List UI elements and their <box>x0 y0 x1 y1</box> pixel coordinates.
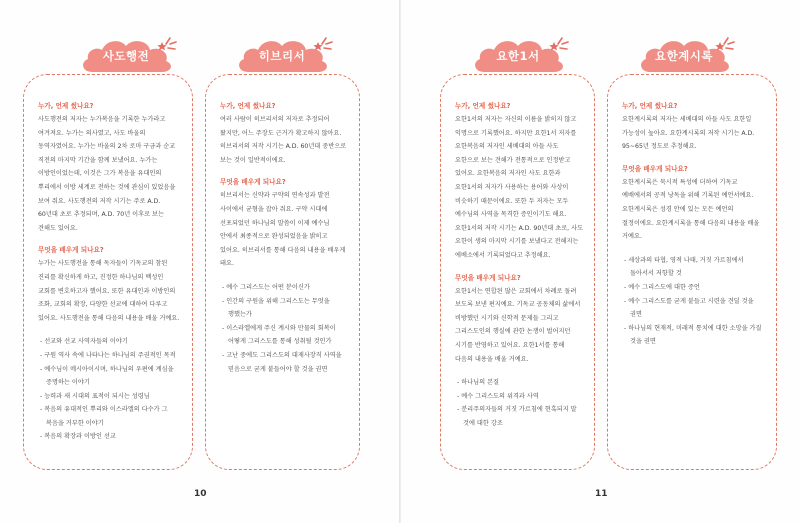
page-number-right: 11 <box>595 489 608 499</box>
list-item: - 하나님의 현재적, 미래적 통치에 대한 소망을 가질 것을 권면 <box>624 324 762 346</box>
why-heading: 무엇을 배우게 되나요? <box>455 273 521 282</box>
who-heading: 누가, 언제 썼나요? <box>220 102 276 110</box>
title-cloud-hebrews <box>234 34 338 78</box>
title-cloud-1john <box>470 34 574 78</box>
topic-list <box>455 376 584 430</box>
list-item: - 예수 그리스도에 대한 증언 <box>624 283 700 291</box>
who-heading: 누가, 언제 썼나요? <box>622 102 678 110</box>
list-item: - 예수님이 메시아이시며, 하나님의 우편에 계심을 증명하는 이야기 <box>40 365 174 387</box>
list-item: - 예수 그리스도의 위격과 사역 <box>457 392 539 400</box>
page-number-left: 10 <box>194 489 207 499</box>
list-item: - 인간의 구원을 위해 그리스도는 무엇을 행했는가 <box>222 297 330 319</box>
list-item: - 능력과 새 시대의 표적이 되시는 성령님 <box>40 392 150 400</box>
topic-list <box>622 254 766 349</box>
topic-list <box>220 281 349 376</box>
who-text: 여러 사람이 히브리서의 저자로 추정되어 왔지만, 어느 주장도 근거가 확고하지 않아요. 히브리서의 저작 시기는 A.D. 60년대 중반으로 보는 것이 일반적이에요. <box>220 116 347 164</box>
list-item: - 예수 그리스도를 굳게 붙들고 시련을 견딜 것을 권면 <box>624 297 754 319</box>
page-gutter <box>399 0 401 523</box>
who-text: 요한계시록의 저자는 세베대의 아들 사도 요한일 가능성이 높아요. 요한계시록의 저작 시기는 A.D. 95~65년 정도로 추정해요. <box>622 116 755 151</box>
who-text: 사도행전의 저자는 누가복음을 기록한 누가라고 여겨져요. 누가는 의사였고, 사도 바울의 동역자였어요. 누가는 바울의 2차 로마 구금과 순교 직전의 마지막 기간을 함께 보냈어요. 누가는 이방인이었는데, 이것은 그가 복음을 유대인의 뿌리에서 이방 세계로 전하는 것에 관심이 있었음을 보여 줘요. 사도행전의 저작 시기는 주로 A.D. 60년대 초로 추정되며, A.D. 70년 이후로 보는 견해도 있어요. <box>38 116 176 232</box>
book-title: 요한1서 <box>496 49 540 63</box>
why-text: 요한1서는 연합된 많은 교회에서 차례로 돌려 보도록 보낸 편지예요. 기독교 공동체의 삶에서 비방했던 시기와 신학적 문제들 그리고 그리스도인의 행실에 관한 논쟁이 벌어지던 시기를 반영하고 있어요. 요한1서를 통해 다음의 내용을 배울 거예요. <box>455 287 581 363</box>
list-item: - 하나님의 본질 <box>457 379 500 387</box>
why-heading: 무엇을 배우게 되나요? <box>220 178 286 187</box>
card-revelation <box>607 74 777 470</box>
topic-list <box>38 335 182 444</box>
why-text: 누가는 사도행전을 통해 독자들이 기독교의 참된 진리를 확신하게 하고, 진정한 하나님의 백성인 교회를 변호하고자 했어요. 또한 유대인과 이방인의 조화, 교회의 확장, 다양한 선교에 대하여 다루고 있어요. 사도행전을 통해 다음의 내용을 배울 거예요. <box>38 260 180 322</box>
list-item: - 이스라엘에게 주신 계시와 만물의 회복이 어떻게 그리스도를 통해 성취될 것인가 <box>222 324 336 346</box>
list-item: - 예수 그리스도는 어떤 분이신가 <box>222 283 310 291</box>
card-acts <box>23 74 193 470</box>
card-1john <box>440 74 595 470</box>
list-item: - 선교와 선교 사역자들의 이야기 <box>40 338 128 346</box>
why-text: 요한계시록은 묵시적 특성에 더하여 기독교 예배에서의 공적 낭독을 위해 기록된 예언서예요. 요한계시록은 성경 안에 있는 모든 예언의 절정이에요. 요한계시록을 통해 다음의 내용을 배울 거예요. <box>622 178 760 241</box>
list-item: - 구원 역사 속에 나타나는 하나님의 주권적인 목적 <box>40 351 176 359</box>
list-item: - 분리주의자들의 거짓 가르침에 현혹되지 말 것에 대한 강조 <box>457 406 577 427</box>
list-item: - 복음의 확장과 이방인 선교 <box>40 433 116 441</box>
why-heading: 무엇을 배우게 되나요? <box>622 164 688 173</box>
list-item: - 세상과의 타협, 영적 나태, 거짓 가르침에서 돌아서서 저항할 것 <box>624 256 744 278</box>
book-title: 히브리서 <box>258 49 306 63</box>
title-cloud-revelation <box>636 34 740 78</box>
book-title: 요한계시록 <box>654 49 714 63</box>
who-heading: 누가, 언제 썼나요? <box>38 102 94 110</box>
why-text: 히브리서는 신약과 구약의 연속성과 발전 사이에서 균형을 잡아 줘요. 구약 시대에 선포되었던 하나님의 말씀이 이제 예수님 안에서 최종적으로 완성되었음을 밝히고 있어요. 히브리서를 통해 다음의 내용을 배우게 돼요. <box>220 192 346 268</box>
card-hebrews <box>205 74 360 470</box>
list-item: - 복음의 유대적인 뿌리와 이스라엘의 다수가 그 복음을 거부한 이야기 <box>40 406 168 427</box>
why-heading: 무엇을 배우게 되나요? <box>38 246 104 255</box>
who-heading: 누가, 언제 썼나요? <box>455 102 511 110</box>
who-text: 요한1서의 저자는 자신의 이름을 밝히지 않고 익명으로 기록했어요. 하지만 요한1서 저자를 요한복음의 저자인 세베대의 아들 사도 요한으로 보는 견해가 전통적으로 인정받고 있어요. 요한복음의 저자인 사도 요한과 요한1서의 저자가 사용하는 용어와 사상이 비슷하기 때문이에요. 또한 두 저자는 모두 예수님의 사역을 목격한 증인이기도 해요. 요한1서의 저작 시기는 A.D. 90년대 초로, 사도 요한이 생의 마지막 시기를 보냈다고 전해지는 에베소에서 기록되었다고 추정해요. <box>455 116 584 259</box>
book-title: 사도행전 <box>102 49 150 63</box>
title-cloud-acts <box>78 34 182 78</box>
list-item: - 고난 중에도 그리스도의 대제사장직 사역을 믿음으로 굳게 붙들어야 할 것을 권면 <box>222 351 342 373</box>
